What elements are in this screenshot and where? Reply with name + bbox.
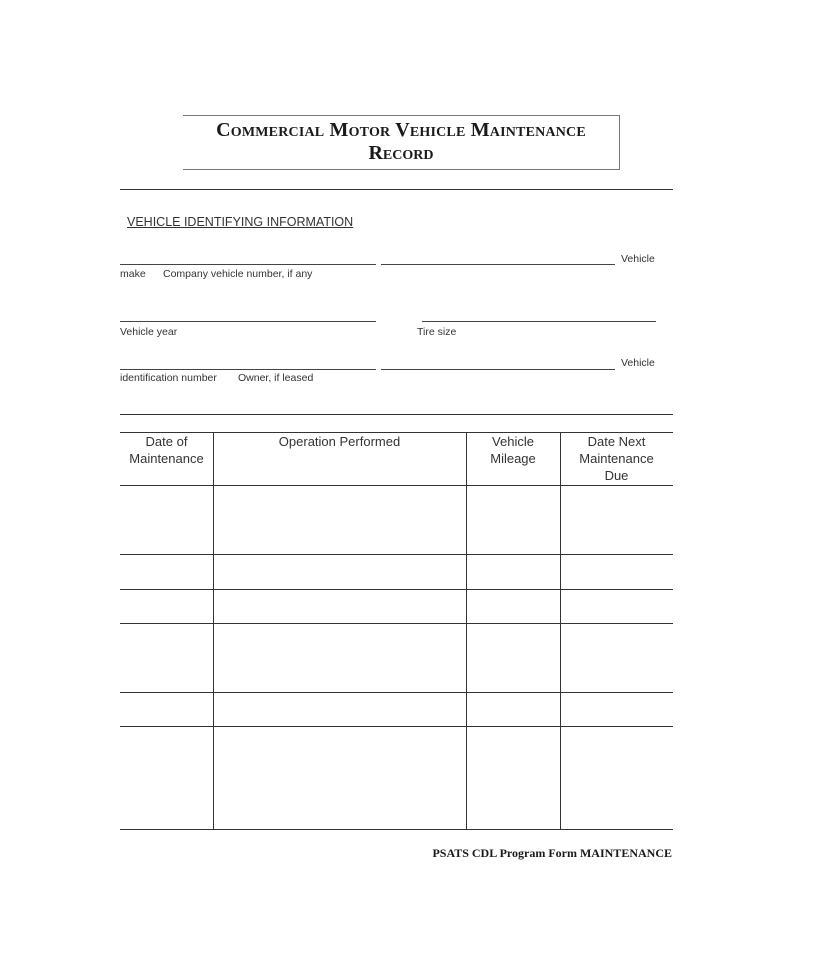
table-row[interactable] — [120, 727, 673, 829]
vehicle-make-label: make — [120, 268, 146, 280]
owner-label: Owner, if leased — [238, 372, 314, 384]
form-title — [183, 115, 620, 170]
form-footer: PSATS CDL Program Form MAINTENANCE — [432, 846, 672, 860]
title-line-2: Record — [368, 142, 434, 164]
tire-size-field[interactable] — [422, 321, 656, 322]
section-heading: VEHICLE IDENTIFYING INFORMATION — [127, 215, 354, 229]
header-text: Due — [604, 468, 629, 483]
tire-size-label: Tire size — [417, 326, 457, 338]
header-vehicle-mileage — [466, 433, 560, 467]
header-text: Date Next — [587, 434, 646, 449]
divider-top — [120, 189, 673, 190]
header-text: Date of — [145, 434, 188, 449]
vehicle-make-label-part: Vehicle — [621, 253, 655, 265]
header-operation-performed — [213, 433, 466, 450]
table-row[interactable] — [120, 624, 673, 692]
title-line-1: Commercial Motor Vehicle Maintenance — [216, 119, 586, 141]
vehicle-year-label: Vehicle year — [120, 326, 178, 338]
header-date-next-maintenance-due — [560, 433, 673, 484]
header-text: Maintenance — [129, 451, 204, 466]
header-text: Vehicle — [492, 434, 534, 449]
vin-field[interactable] — [120, 369, 376, 370]
table-row[interactable] — [120, 693, 673, 726]
vin-label: identification number — [120, 372, 217, 384]
vehicle-year-field[interactable] — [120, 321, 376, 322]
table-row[interactable] — [120, 555, 673, 589]
divider-above-table — [120, 414, 673, 415]
header-date-of-maintenance — [120, 433, 213, 467]
vehicle-make-field[interactable] — [120, 264, 376, 265]
table-row[interactable] — [120, 486, 673, 554]
table-bottom-border — [120, 829, 673, 830]
header-text: Operation Performed — [278, 434, 401, 449]
table-row[interactable] — [120, 590, 673, 623]
owner-field[interactable] — [381, 369, 615, 370]
header-text: Mileage — [490, 451, 536, 466]
company-vehicle-number-field[interactable] — [381, 264, 615, 265]
vin-label-part: Vehicle — [621, 357, 655, 369]
header-text: Maintenance — [579, 451, 654, 466]
company-vehicle-number-label: Company vehicle number, if any — [163, 268, 313, 280]
